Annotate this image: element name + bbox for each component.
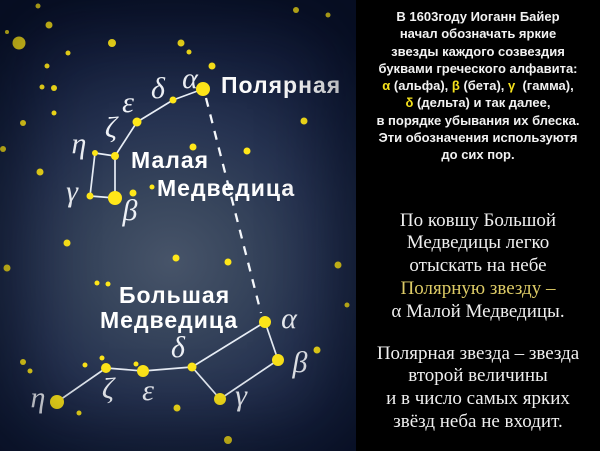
background-star bbox=[345, 303, 350, 308]
text-line bbox=[356, 77, 600, 94]
text-segment: По ковшу Большой bbox=[399, 209, 557, 231]
ursa-major-star bbox=[188, 363, 197, 372]
ursa-major-name-line1: Большая bbox=[119, 282, 231, 308]
ursa-minor-greek-letter-label: η bbox=[71, 127, 87, 160]
ursa-minor-greek-letter-label: ε bbox=[122, 86, 134, 119]
background-star bbox=[5, 30, 9, 34]
text-segment: Медведицы легко bbox=[406, 232, 550, 254]
bayer-history-text bbox=[356, 0, 600, 164]
background-star bbox=[51, 85, 57, 91]
ursa-major-greek-letter-label: β bbox=[292, 346, 308, 379]
ursa-major-line bbox=[192, 367, 220, 399]
background-star bbox=[187, 50, 192, 55]
ursa-major-star bbox=[50, 395, 64, 409]
ursa-major-line bbox=[220, 360, 278, 399]
text-line bbox=[356, 301, 600, 324]
text-line bbox=[356, 146, 600, 163]
text-segment: до сих пор. bbox=[441, 147, 515, 163]
background-star bbox=[150, 185, 155, 190]
highlighted-text-segment: δ bbox=[405, 95, 414, 111]
text-segment: (гамма), bbox=[515, 78, 574, 94]
ursa-major-line bbox=[143, 367, 192, 371]
background-star bbox=[108, 39, 116, 47]
background-star bbox=[134, 362, 139, 367]
background-star bbox=[64, 240, 71, 247]
text-line bbox=[356, 365, 600, 388]
highlighted-text-segment: Полярную звезду – bbox=[400, 278, 556, 300]
text-segment: α Малой Медведицы. bbox=[391, 300, 565, 322]
background-star bbox=[45, 64, 50, 69]
ursa-major-star bbox=[259, 316, 271, 328]
ursa-major-line bbox=[57, 368, 106, 402]
ursa-minor-star bbox=[87, 193, 94, 200]
ursa-minor-star bbox=[108, 191, 122, 205]
background-star bbox=[28, 369, 33, 374]
ursa-minor-greek-letter-label: δ bbox=[151, 72, 165, 105]
background-star bbox=[77, 411, 82, 416]
ursa-major-star bbox=[272, 354, 284, 366]
text-segment: буквами греческого алфавита: bbox=[378, 60, 578, 76]
ursa-minor-greek-letter-label: ζ bbox=[104, 111, 118, 144]
background-star bbox=[174, 405, 181, 412]
background-star bbox=[100, 356, 105, 361]
highlighted-text-segment: β bbox=[451, 78, 460, 94]
ursa-minor-greek-letter-label: β bbox=[122, 194, 138, 227]
ursa-major-greek-letter-label: δ bbox=[171, 331, 185, 364]
text-line bbox=[356, 388, 600, 411]
text-line bbox=[356, 60, 600, 77]
ursa-major-greek-letter-label: ζ bbox=[101, 372, 115, 405]
text-segment: в порядке убывания их блеска. bbox=[376, 112, 580, 128]
ursa-minor-name-line1: Малая bbox=[131, 147, 210, 173]
background-star bbox=[36, 4, 41, 9]
ursa-major-greek-letter-label: α bbox=[281, 302, 297, 335]
polaris-magnitude-text bbox=[356, 343, 600, 434]
background-star bbox=[293, 7, 299, 13]
pointer-dashed-line bbox=[206, 98, 261, 313]
text-line bbox=[356, 210, 600, 233]
highlighted-text-segment: α bbox=[382, 78, 391, 94]
ursa-minor-star bbox=[111, 152, 119, 160]
background-star bbox=[178, 40, 185, 47]
polaris-label: Полярная bbox=[221, 72, 342, 98]
text-segment: начал обозначать яркие bbox=[399, 26, 557, 42]
text-line bbox=[356, 129, 600, 146]
text-line bbox=[356, 343, 600, 366]
text-segment: (альфа), bbox=[390, 78, 452, 94]
text-segment: Полярная звезда – звезда bbox=[376, 342, 580, 364]
text-line bbox=[356, 255, 600, 278]
ursa-major-name-line2: Медведица bbox=[100, 307, 239, 333]
text-segment: (бета), bbox=[459, 78, 509, 94]
background-star bbox=[335, 262, 342, 269]
background-star bbox=[13, 37, 26, 50]
background-star bbox=[225, 259, 232, 266]
text-line bbox=[356, 112, 600, 129]
text-line bbox=[356, 411, 600, 434]
text-line bbox=[356, 8, 600, 25]
highlighted-text-segment: γ bbox=[508, 78, 516, 94]
ursa-minor-line bbox=[90, 153, 95, 196]
background-star bbox=[0, 146, 6, 152]
background-star bbox=[20, 359, 26, 365]
background-star bbox=[95, 281, 100, 286]
text-segment: звёзд неба не входит. bbox=[393, 411, 563, 433]
text-line bbox=[356, 43, 600, 60]
ursa-major-greek-letter-label: ε bbox=[142, 374, 154, 407]
ursa-major-greek-letter-label: η bbox=[30, 381, 46, 414]
background-star bbox=[66, 51, 71, 56]
text-segment: Эти обозначения используютя bbox=[378, 130, 578, 146]
background-star bbox=[173, 255, 180, 262]
text-line bbox=[356, 25, 600, 42]
text-segment: звезды каждого созвездия bbox=[391, 43, 565, 59]
background-star bbox=[40, 85, 45, 90]
background-star bbox=[301, 118, 308, 125]
background-star bbox=[83, 363, 88, 368]
text-segment: второй величины bbox=[408, 365, 548, 387]
background-star bbox=[314, 347, 321, 354]
background-star bbox=[209, 63, 216, 70]
text-segment: и в число самых ярких bbox=[386, 388, 570, 410]
text-segment: (дельта) и так далее, bbox=[413, 95, 551, 111]
background-star bbox=[46, 22, 53, 29]
ursa-minor-name-line2: Медведица bbox=[157, 175, 296, 201]
ursa-minor-star bbox=[92, 150, 98, 156]
right-text-panel bbox=[356, 0, 600, 451]
ursa-minor-star bbox=[170, 97, 177, 104]
background-star bbox=[106, 282, 111, 287]
ursa-minor-greek-letter-label: α bbox=[182, 62, 198, 95]
ursa-major-line bbox=[265, 322, 278, 360]
text-segment: отыскать на небе bbox=[409, 255, 547, 277]
ursa-minor-star bbox=[196, 82, 210, 96]
background-star bbox=[37, 169, 44, 176]
ursa-minor-greek-letter-label: γ bbox=[66, 175, 78, 208]
background-star bbox=[20, 120, 26, 126]
ursa-major-star bbox=[214, 393, 226, 405]
ursa-major-greek-letter-label: γ bbox=[235, 379, 247, 412]
background-star bbox=[224, 436, 232, 444]
text-line bbox=[356, 232, 600, 255]
background-star bbox=[244, 148, 251, 155]
background-star bbox=[4, 265, 11, 272]
text-line bbox=[356, 94, 600, 111]
text-line bbox=[356, 278, 600, 301]
find-polaris-text bbox=[356, 210, 600, 324]
background-star bbox=[326, 13, 331, 18]
background-star bbox=[52, 111, 57, 116]
text-segment: В 1603году Иоганн Байер bbox=[396, 9, 560, 24]
